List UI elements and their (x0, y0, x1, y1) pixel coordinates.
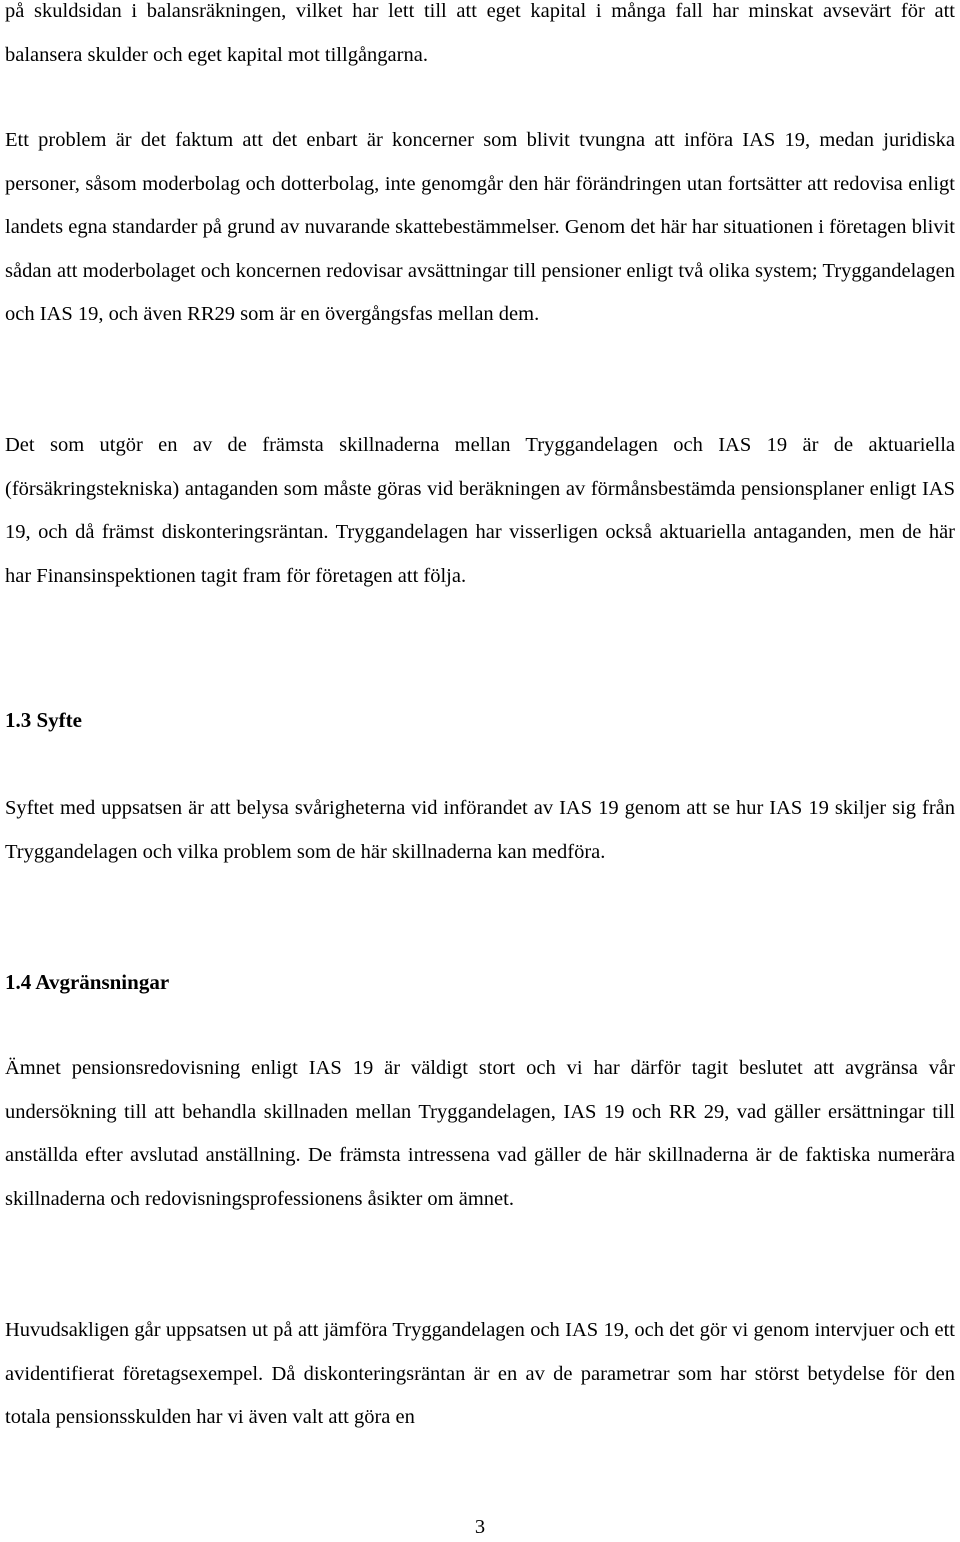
paragraph-balance-sheet: på skuldsidan i balansräkningen, vilket har lett till att eget kapital i många fall har minskat avsevärt för att balansera skulder och eget kapital mot tillgångarna. (5, 0, 955, 66)
section-heading-avgransningar: 1.4 Avgränsningar (5, 970, 170, 994)
paragraph-ias19-problem: Ett problem är det faktum att det enbart är koncerner som blivit tvungna att införa IAS 19, medan juridiska personer, såsom moderbolag och dotterbolag, inte genomgår den här förändringen utan fortsätter att redovisa enligt landets egna standarder på grund av nuvarande skattebestämmelser. Genom det här har situationen i företagen blivit sådan att moderbolaget och koncernen redovisar avsättningar till pensioner enligt två olika system; Tryggandelagen och IAS 19, och även RR29 som är en övergångsfas mellan dem. (5, 129, 955, 326)
paragraph-main-differences: Det som utgör en av de främsta skillnaderna mellan Tryggandelagen och IAS 19 är de aktuariella (försäkringstekniska) antaganden som måste göras vid beräkningen av förmånsbestämda pensionsplaner enligt IAS 19, och då främst diskonteringsräntan. Tryggandelagen har visserligen också aktuariella antaganden, men de här har Finansinspektionen tagit fram för företagen att följa. (5, 434, 955, 587)
page-number: 3 (474, 1516, 486, 1538)
section-heading-syfte: 1.3 Syfte (5, 708, 82, 732)
paragraph-purpose: Syftet med uppsatsen är att belysa svårigheterna vid införandet av IAS 19 genom att se hur IAS 19 skiljer sig från Tryggandelagen och vilka problem som de här skillnaderna kan medföra. (5, 797, 955, 863)
paragraph-delimitations: Ämnet pensionsredovisning enligt IAS 19 är väldigt stort och vi har därför tagit beslutet att avgränsa vår undersökning till att behandla skillnaden mellan Tryggandelagen, IAS 19 och RR 29, vad gäller ersättningar till anställda efter avslutad anställning. De främsta intressena vad gäller de här skillnaderna är de faktiska numerära skillnaderna och redovisningsprofessionens åsikter om ämnet. (5, 1057, 955, 1210)
paragraph-method: Huvudsakligen går uppsatsen ut på att jämföra Tryggandelagen och IAS 19, och det gör vi genom intervjuer och ett avidentifierat företagsexempel. Då diskonteringsräntan är en av de parametrar som har störst betydelse för den totala pensionsskulden har vi även valt att göra en (5, 1319, 955, 1429)
